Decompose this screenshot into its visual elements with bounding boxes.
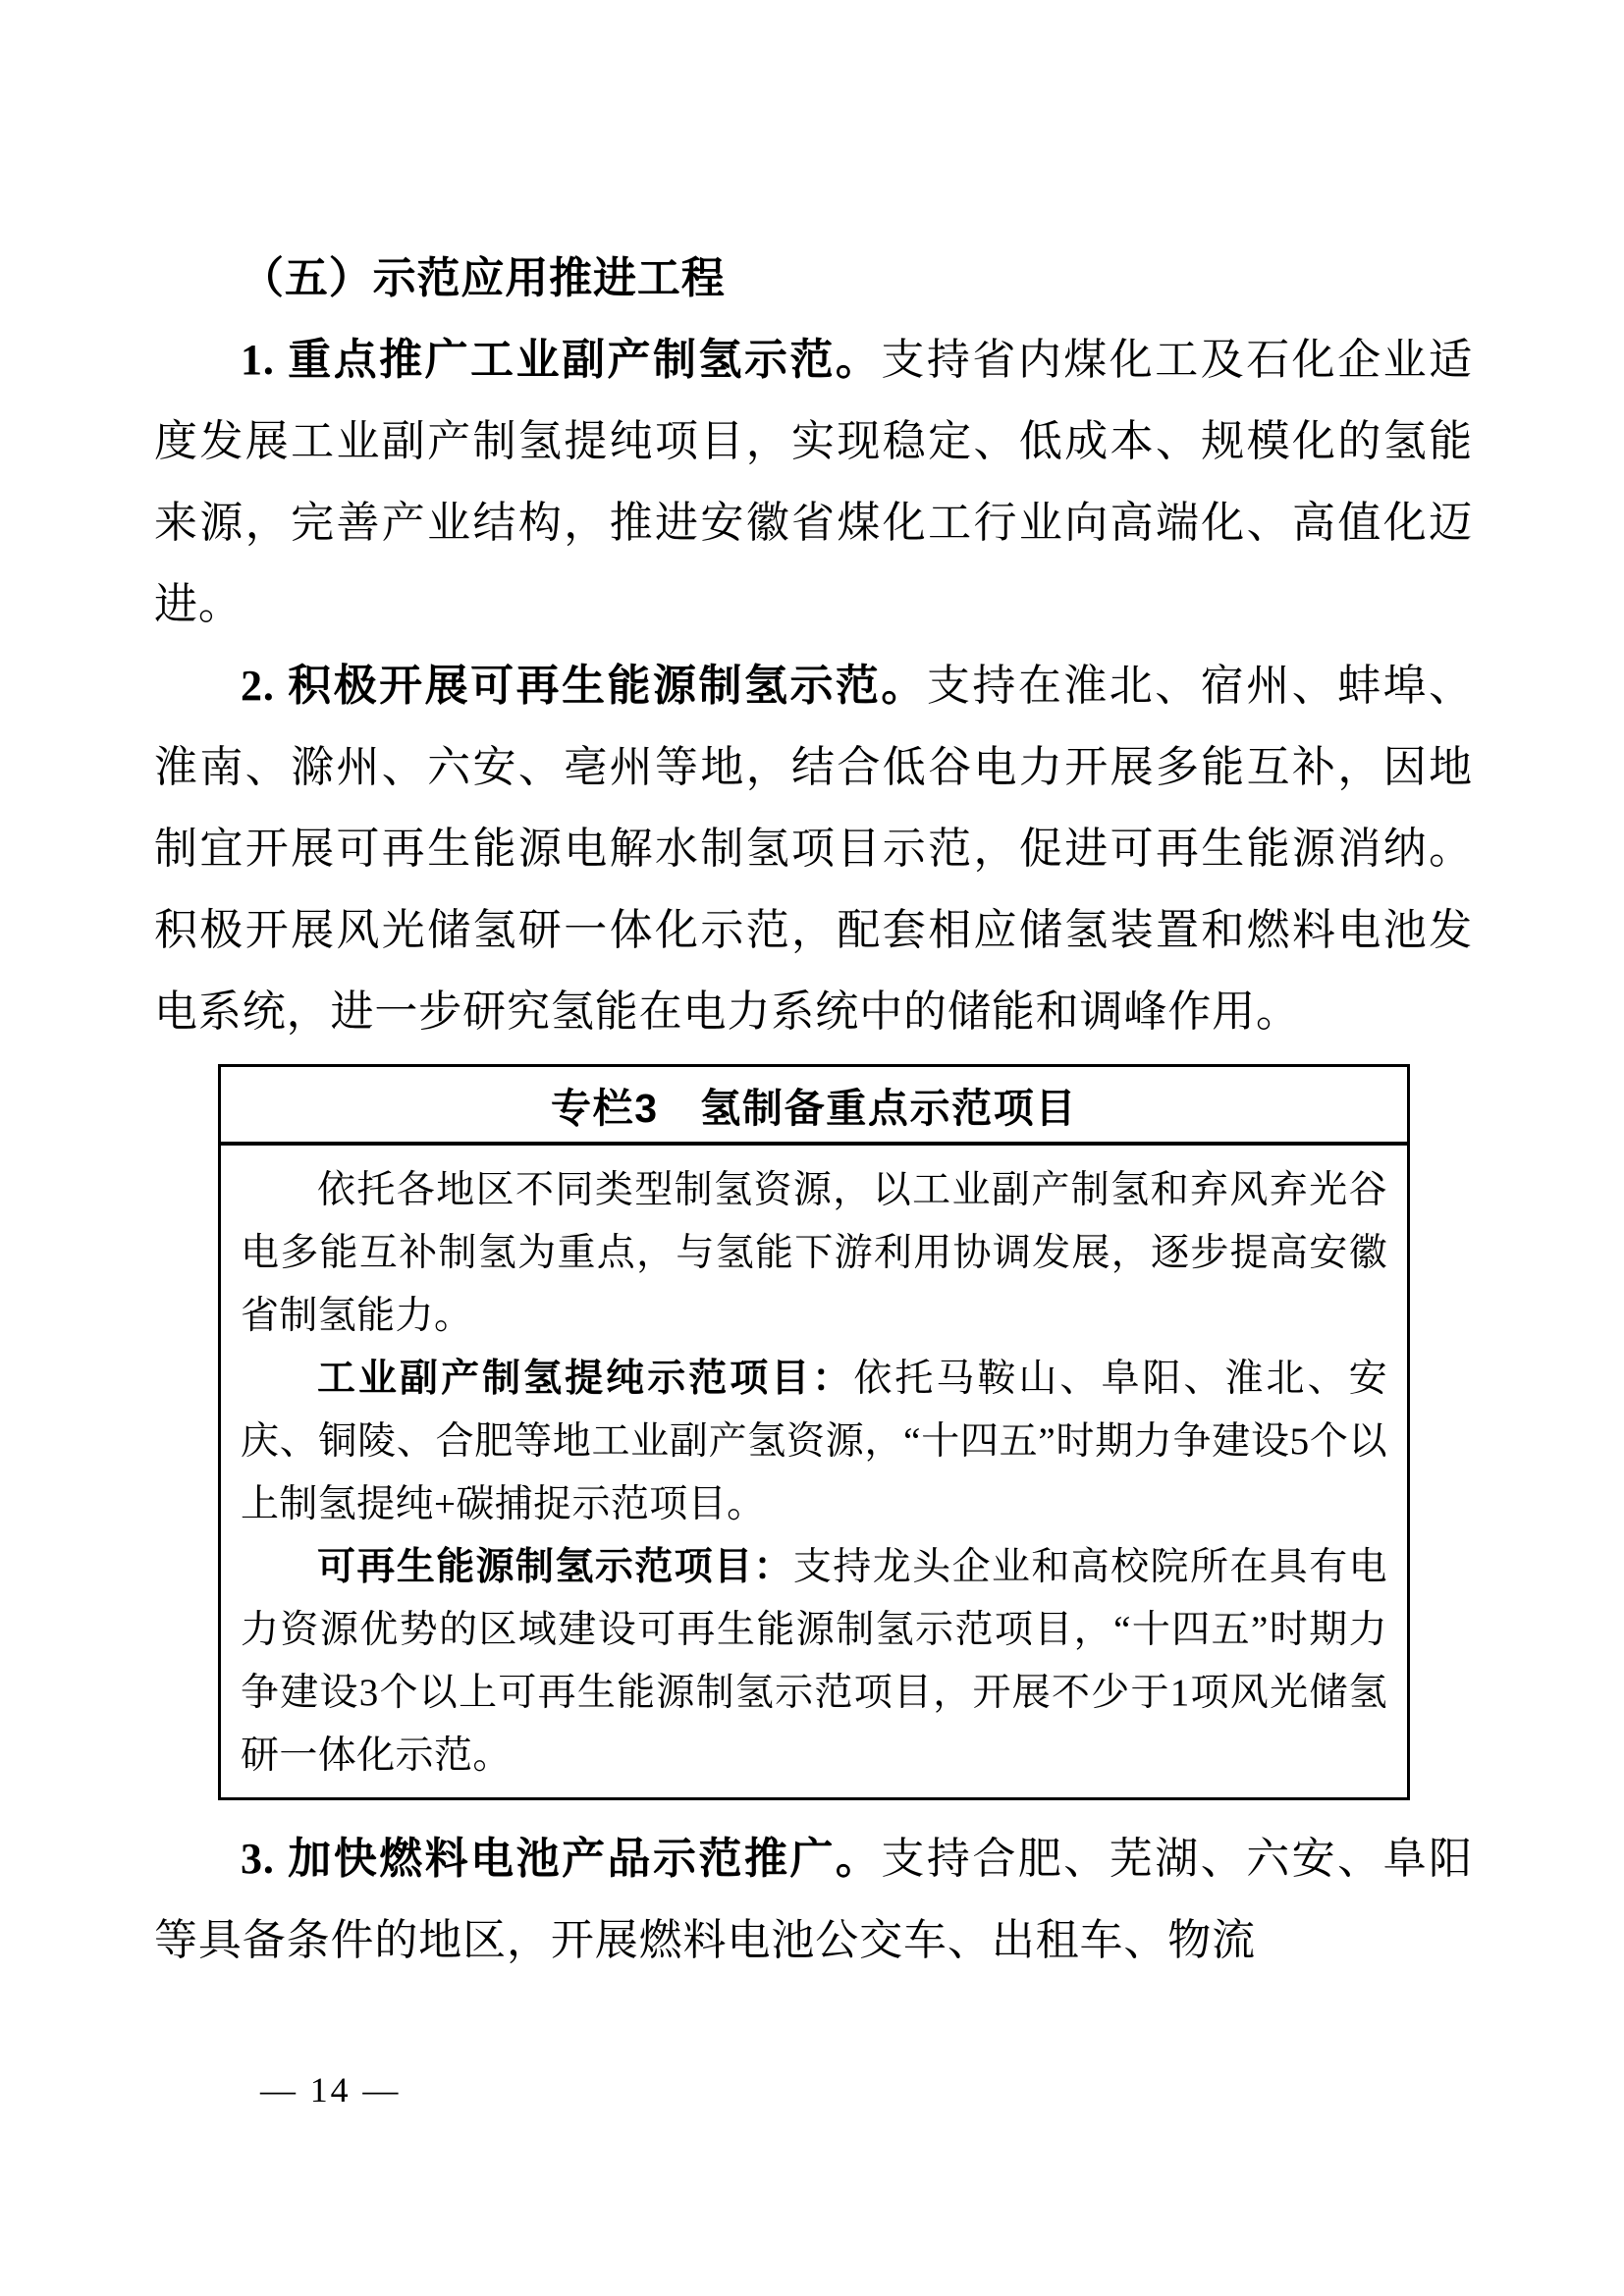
section-heading: （五）示范应用推进工程	[241, 254, 726, 302]
page-number: — 14 —	[260, 2070, 402, 2109]
paragraph-3	[154, 1818, 1473, 1981]
paragraph-2	[154, 645, 1473, 1052]
paragraph-2-lead: 2. 积极开展可再生能源制氢示范。	[241, 662, 927, 710]
box-paragraph-1	[241, 1159, 1387, 1348]
document-content	[154, 238, 1473, 1981]
paragraph-3-lead: 3. 加快燃料电池产品示范推广。	[241, 1835, 882, 1883]
paragraph-1-text: 支持省内煤化工及石化企业适度发展工业副产制氢提纯项目，实现稳定、低成本、规模化的氢能来源，完善产业结构，推进安徽省煤化工行业向高端化、高值化迈进。	[154, 336, 1473, 628]
box-paragraph-3	[241, 1536, 1387, 1788]
paragraph-1	[154, 319, 1473, 645]
box-paragraph-3-lead: 可再生能源制氢示范项目：	[317, 1546, 793, 1588]
paragraph-1-lead: 1. 重点推广工业副产制氢示范。	[241, 336, 882, 384]
callout-box-title: 专栏3 氢制备重点示范项目	[221, 1067, 1407, 1146]
box-paragraph-2	[241, 1348, 1387, 1536]
box-paragraph-2-lead: 工业副产制氢提纯示范项目：	[317, 1358, 854, 1400]
paragraph-2-text: 支持在淮北、宿州、蚌埠、淮南、滁州、六安、亳州等地，结合低谷电力开展多能互补，因地制宜开展可再生能源电解水制氢项目示范，促进可再生能源消纳。积极开展风光储氢研一体化示范，配套相应储氢装置和燃料电池发电系统，进一步研究氢能在电力系统中的储能和调峰作用。	[154, 662, 1473, 1036]
box-paragraph-1-text: 依托各地区不同类型制氢资源，以工业副产制氢和弃风弃光谷电多能互补制氢为重点，与氢能下游利用协调发展，逐步提高安徽省制氢能力。	[241, 1169, 1387, 1337]
callout-box-body	[221, 1146, 1407, 1797]
box-paragraph-2-text: 依托马鞍山、阜阳、淮北、安庆、铜陵、合肥等地工业副产氢资源，“十四五”时期力争建设5个以上制氢提纯+碳捕捉示范项目。	[241, 1358, 1387, 1525]
paragraph-3-text: 支持合肥、芜湖、六安、阜阳等具备条件的地区，开展燃料电池公交车、出租车、物流	[154, 1835, 1473, 1964]
callout-box-hydrogen-projects	[218, 1064, 1410, 1800]
box-paragraph-3-text: 支持龙头企业和高校院所在具有电力资源优势的区域建设可再生能源制氢示范项目，“十四五”时期力争建设3个以上可再生能源制氢示范项目，开展不少于1项风光储氢研一体化示范。	[241, 1546, 1387, 1777]
